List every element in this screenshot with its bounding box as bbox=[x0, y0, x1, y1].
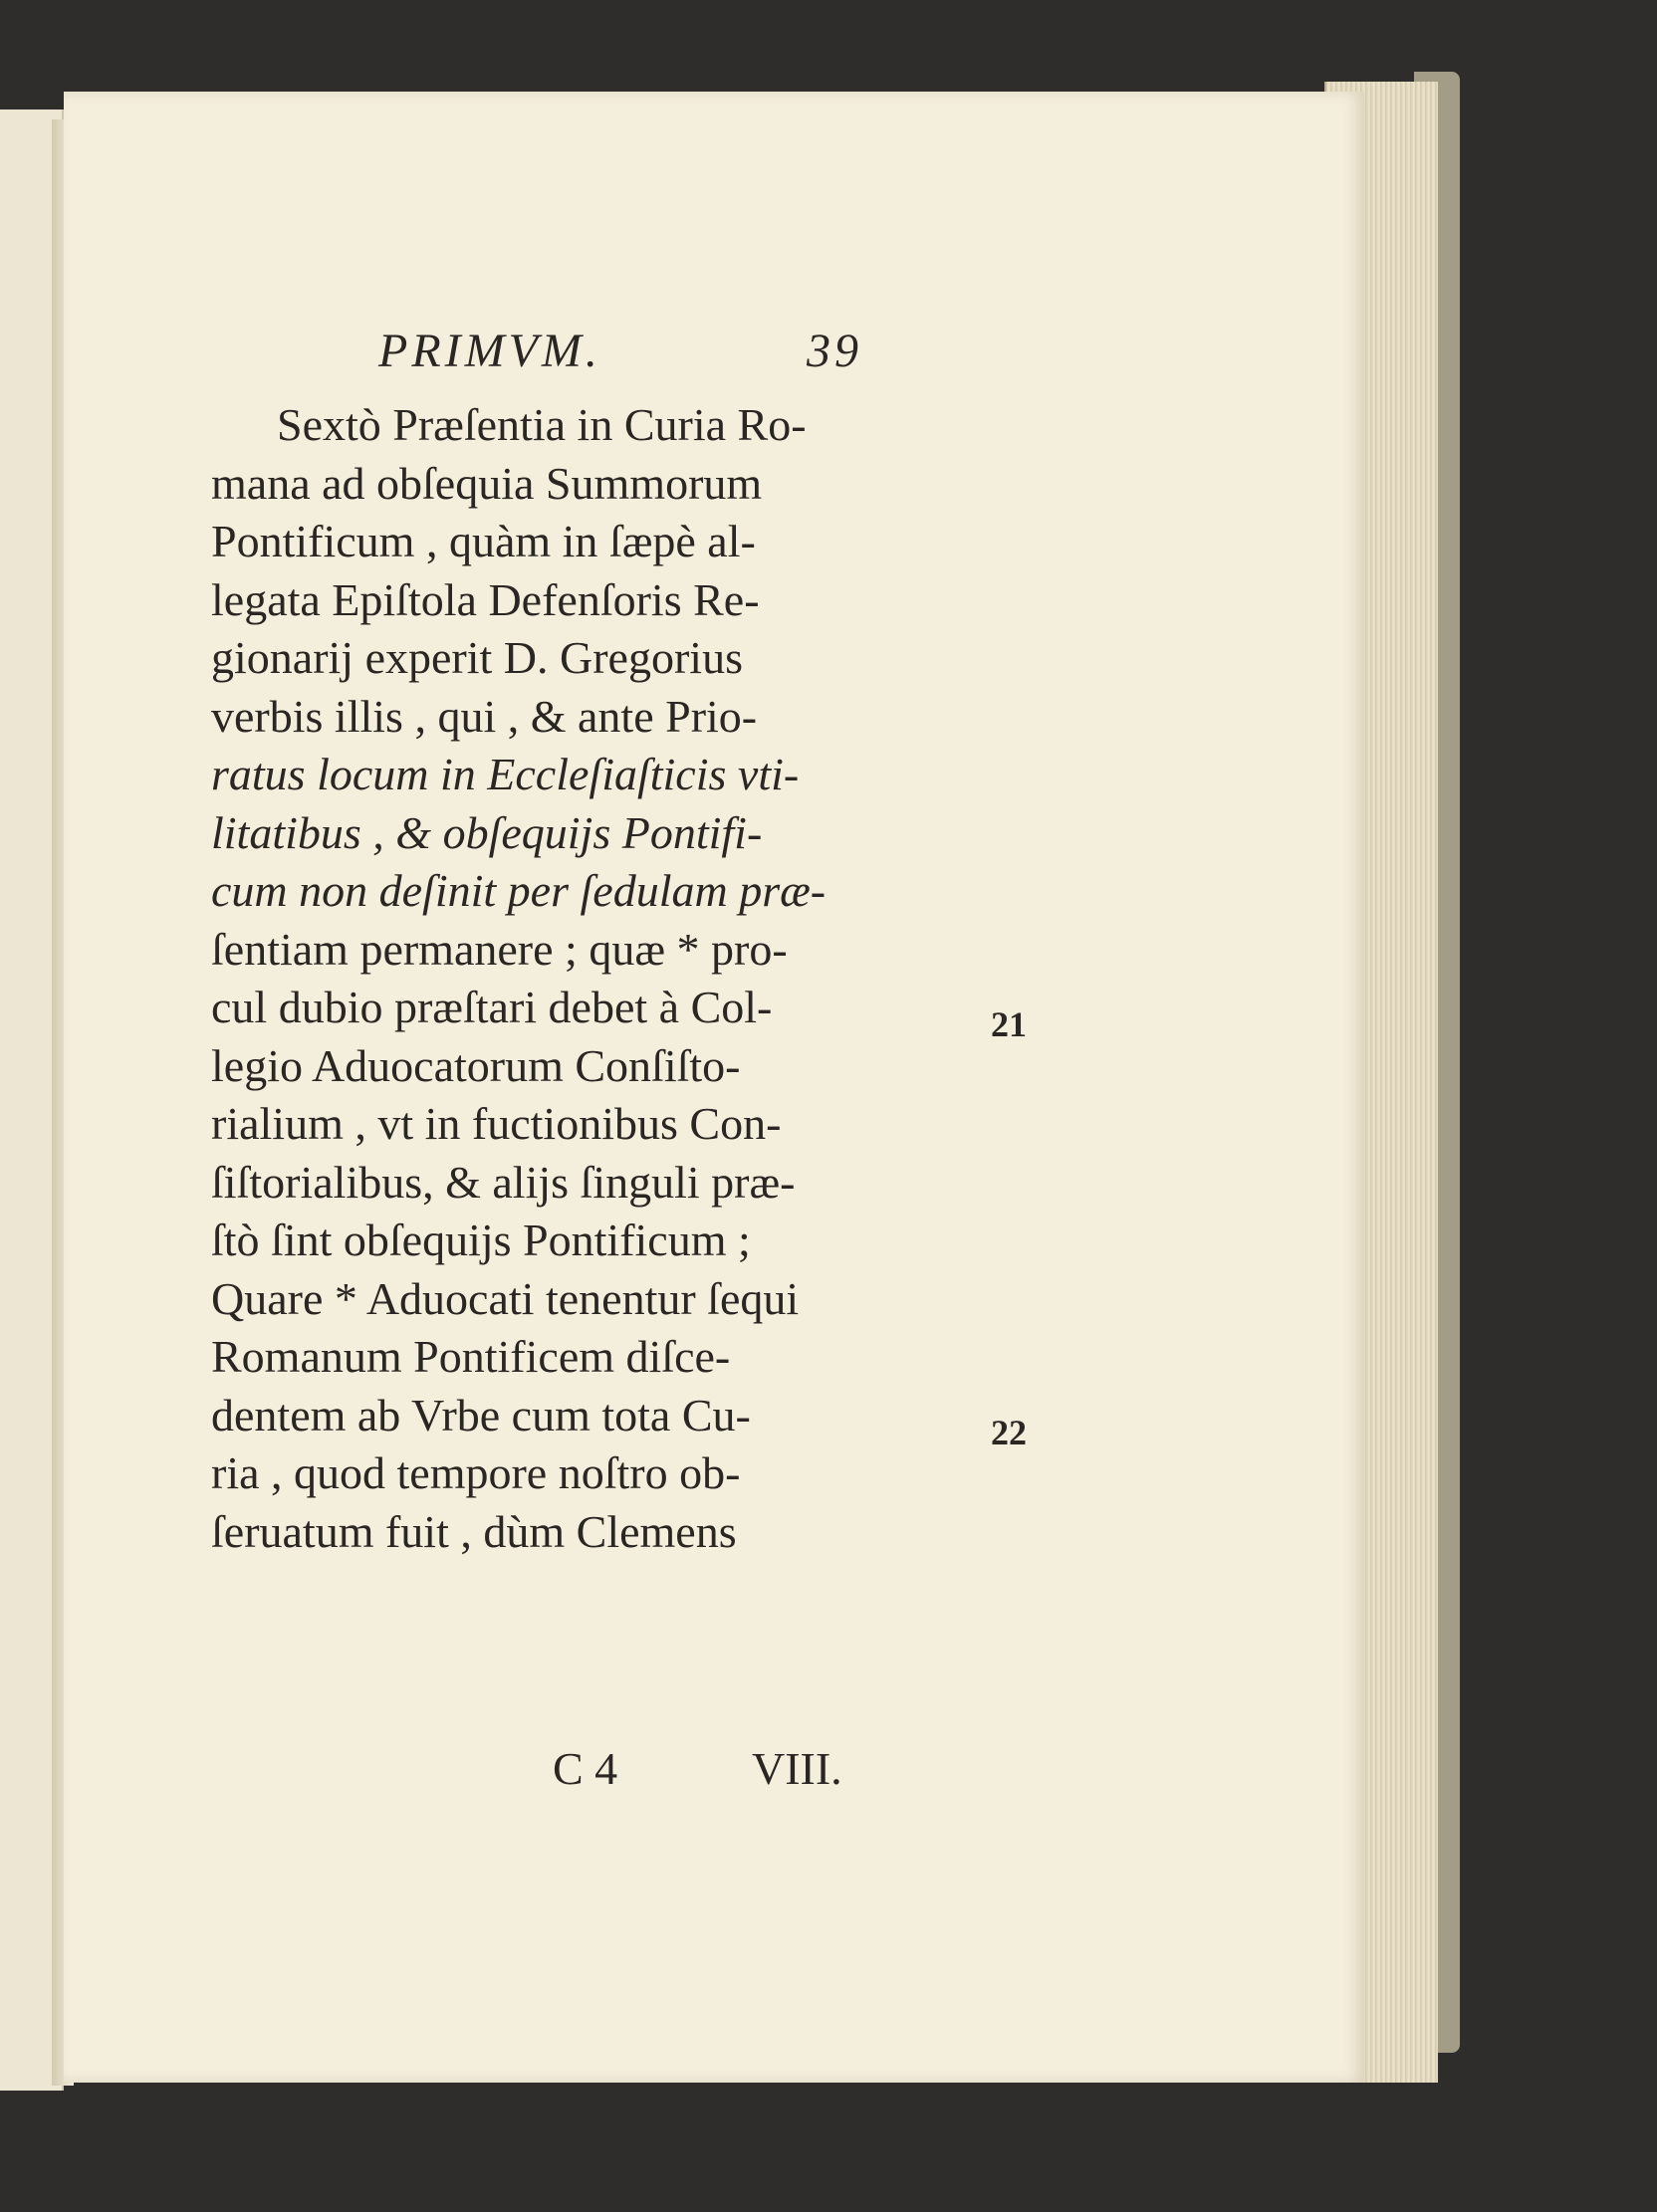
text-line: Romanum Pontificem diſce- bbox=[211, 1331, 731, 1382]
text-line: ria , quod tempore noſtro ob- bbox=[211, 1447, 741, 1498]
text-line: verbis illis , qui , & ante Prio- bbox=[211, 690, 758, 742]
text-line: ratus locum in Eccleſiaſticis vti- bbox=[211, 749, 800, 799]
running-header bbox=[378, 324, 916, 383]
text-line: cum non deſinit per ſedulam præ- bbox=[211, 865, 827, 916]
text-line: legio Aduocatorum Conſiſto- bbox=[211, 1039, 741, 1091]
page-number: 39 bbox=[807, 325, 862, 377]
margin-note-22: 22 bbox=[991, 1413, 1027, 1452]
body-text bbox=[211, 396, 968, 1561]
catchword: VIII. bbox=[752, 1743, 842, 1794]
text-line: Sextò Præſentia in Curia Ro- bbox=[277, 399, 807, 450]
signature-mark: C 4 bbox=[553, 1743, 618, 1794]
text-line: legata Epiſtola Defenſoris Re- bbox=[211, 573, 760, 625]
page-footer bbox=[553, 1742, 931, 1802]
margin-note-21: 21 bbox=[991, 1004, 1027, 1044]
text-line: cul dubio præſtari debet à Col- bbox=[211, 982, 773, 1032]
text-line: ſeruatum fuit , dùm Clemens bbox=[211, 1505, 737, 1557]
text-line: Quare * Aduocati tenentur ſequi bbox=[211, 1272, 800, 1324]
text-line: rialium , vt in fuctionibus Con- bbox=[211, 1098, 782, 1149]
text-line: litatibus , & obſequijs Pontifi- bbox=[211, 806, 763, 858]
text-line: gionarij experit D. Gregorius bbox=[211, 632, 743, 683]
text-line: dentem ab Vrbe cum tota Cu- bbox=[211, 1389, 751, 1440]
text-line: Pontificum , quàm in ſæpè al- bbox=[211, 516, 756, 566]
text-line: ſiſtorialibus, & alijs ſinguli præ- bbox=[211, 1156, 796, 1208]
running-title: PRIMVM. bbox=[378, 325, 601, 377]
text-line: ſentiam permanere ; quæ * pro- bbox=[211, 923, 788, 975]
text-line: mana ad obſequia Summorum bbox=[211, 457, 763, 509]
text-line: ſtò ſint obſequijs Pontificum ; bbox=[211, 1215, 751, 1265]
